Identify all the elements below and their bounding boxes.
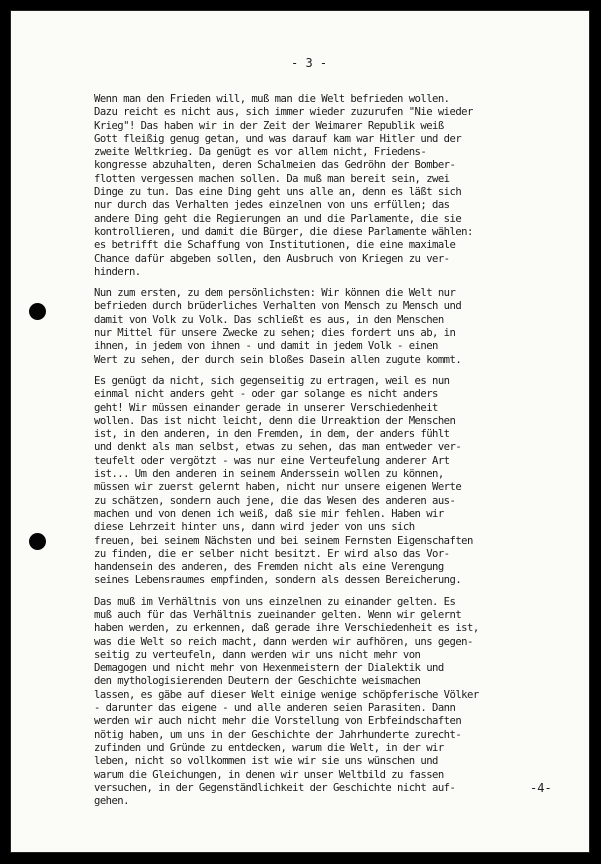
- text-line: es betrifft die Schaffung von Institutionen, die eine maximale: [94, 239, 456, 252]
- text-line: ist... Um den anderen in seinem Anderssein wollen zu können,: [94, 468, 444, 481]
- text-line: einmal nicht anders geht - oder gar solange es nicht anders: [94, 388, 438, 401]
- text-line: gehen.: [94, 795, 129, 808]
- text-line: nur Mittel für unsere Zwecke zu sehen; dies fordert uns ab, in: [94, 327, 456, 340]
- text-line: werden wir auch nicht mehr die Vorstellung von Erbfeindschaften: [94, 715, 462, 728]
- paragraph-2: [94, 287, 574, 367]
- text-line: Krieg"! Das haben wir in der Zeit der Weimarer Republik weiß: [94, 119, 444, 132]
- text-line: Demagogen und nicht mehr von Hexenmeistern der Dialektik und: [94, 662, 444, 675]
- text-line: andere Ding geht die Regierungen an und die Parlamente, die sie: [94, 212, 462, 225]
- text-line: Wert zu sehen, der durch sein bloßes Dasein allen zugute kommt.: [94, 353, 462, 366]
- page-number-top: - 3 -: [291, 56, 328, 70]
- text-line: und denkt als man selbst, etwas zu sehen, das man entweder ver-: [94, 441, 462, 454]
- text-line: - darunter das eigene - und alle anderen seien Parasiten. Dann: [94, 702, 456, 715]
- text-line: warum die Gleichungen, in denen wir unser Weltbild zu fassen: [94, 768, 444, 781]
- text-line: wollen. Das ist nicht leicht, denn die Urreaktion der Menschen: [94, 414, 456, 427]
- text-line: Es genügt da nicht, sich gegenseitig zu ertragen, weil es nun: [94, 374, 450, 387]
- paragraph-4: [94, 596, 574, 809]
- paragraph-3: [94, 375, 574, 588]
- text-line: zu finden, die er selber nicht besitzt. Er wird also das Vor-: [94, 547, 450, 560]
- text-line: flotten vergessen machen sollen. Da muß man bereit sein, zwei: [94, 172, 450, 185]
- text-line: muß auch für das Verhältnis zueinander gelten. Wenn wir gelernt: [94, 608, 462, 621]
- page-number-bottom: -4-: [530, 781, 552, 795]
- text-line: lassen, es gäbe auf dieser Welt einige wenige schöpferische Völker: [94, 688, 479, 701]
- text-line: freuen, bei seinem Nächsten und bei seinem Fernsten Eigenschaften: [94, 534, 473, 547]
- paragraph-1: [94, 93, 574, 279]
- text-line: was die Welt so reich macht, dann werden wir aufhören, uns gegen-: [94, 635, 473, 648]
- text-line: Das muß im Verhältnis von uns einzelnen zu einander gelten. Es: [94, 595, 456, 608]
- text-line: Chance dafür abgeben sollen, den Ausbruch von Kriegen zu ver-: [94, 252, 450, 265]
- text-line: geht! Wir müssen einander gerade in unserer Verschiedenheit: [94, 401, 438, 414]
- text-line: ist, in den anderen, in den Fremden, in dem, der anders fühlt: [94, 428, 450, 441]
- punch-hole: [29, 303, 46, 320]
- text-line: Dinge zu tun. Das eine Ding geht uns alle an, denn es läßt sich: [94, 186, 462, 199]
- text-line: zu schätzen, sondern auch jene, die das Wesen des anderen aus-: [94, 494, 456, 507]
- text-line: ihnen, in jedem von ihnen - und damit in jedem Volk - einen: [94, 340, 438, 353]
- text-line: Wenn man den Frieden will, muß man die Welt befrieden wollen.: [94, 93, 450, 105]
- body-text: [94, 93, 574, 816]
- text-line: zufinden und Gründe zu entdecken, warum die Welt, in der wir: [94, 741, 444, 754]
- text-line: befrieden durch brüderliches Verhalten von Mensch zu Mensch und: [94, 300, 462, 313]
- text-line: nur durch das Verhalten jedes einzelnen von uns erfüllen; das: [94, 199, 450, 212]
- text-line: damit von Volk zu Volk. Das schließt es aus, in den Menschen: [94, 313, 444, 326]
- text-line: Nun zum ersten, zu dem persönlichsten: Wir können die Welt nur: [94, 287, 456, 300]
- text-line: den mythologisierenden Deutern der Geschichte weismachen: [94, 675, 421, 688]
- text-line: nötig haben, um uns in der Geschichte der Jahrhunderte zurecht-: [94, 728, 462, 741]
- text-line: teufelt oder vergötzt - was nur eine Verteufelung anderer Art: [94, 454, 450, 467]
- text-line: seitig zu verteufeln, dann werden wir uns nicht mehr von: [94, 648, 421, 661]
- punch-hole: [29, 533, 46, 550]
- text-line: diese Lehrzeit hinter uns, dann wird jeder von uns sich: [94, 521, 415, 534]
- text-line: seines Lebensraumes empfinden, sondern als dessen Bereicherung.: [94, 574, 462, 587]
- text-line: zweite Weltkrieg. Da genügt es vor allem nicht, Friedens-: [94, 146, 427, 159]
- text-line: müssen wir zuerst gelernt haben, nicht nur unsere eigenen Werte: [94, 481, 462, 494]
- text-line: handensein des anderen, des Fremden nicht als eine Verengung: [94, 561, 444, 574]
- text-line: leben, nicht so vollkommen ist wie wir sie uns wünschen und: [94, 755, 438, 768]
- text-line: haben werden, zu erkennen, daß gerade ihre Verschiedenheit es ist,: [94, 622, 479, 635]
- text-line: kontrollieren, und damit die Bürger, die diese Parlamente wählen:: [94, 225, 473, 238]
- text-line: Gott fleißig genug getan, und was darauf kam war Hitler und der: [94, 132, 462, 145]
- document-page: [10, 10, 590, 853]
- text-line: hindern.: [94, 265, 141, 278]
- text-line: kongresse abzuhalten, deren Schalmeien das Gedröhn der Bomber-: [94, 159, 456, 172]
- text-line: versuchen, in der Gegenständlichkeit der Geschichte nicht auf-: [94, 781, 456, 794]
- text-line: machen und von denen ich weiß, daß sie mir fehlen. Haben wir: [94, 507, 444, 520]
- text-line: Dazu reicht es nicht aus, sich immer wieder zuzurufen "Nie wieder: [94, 106, 473, 119]
